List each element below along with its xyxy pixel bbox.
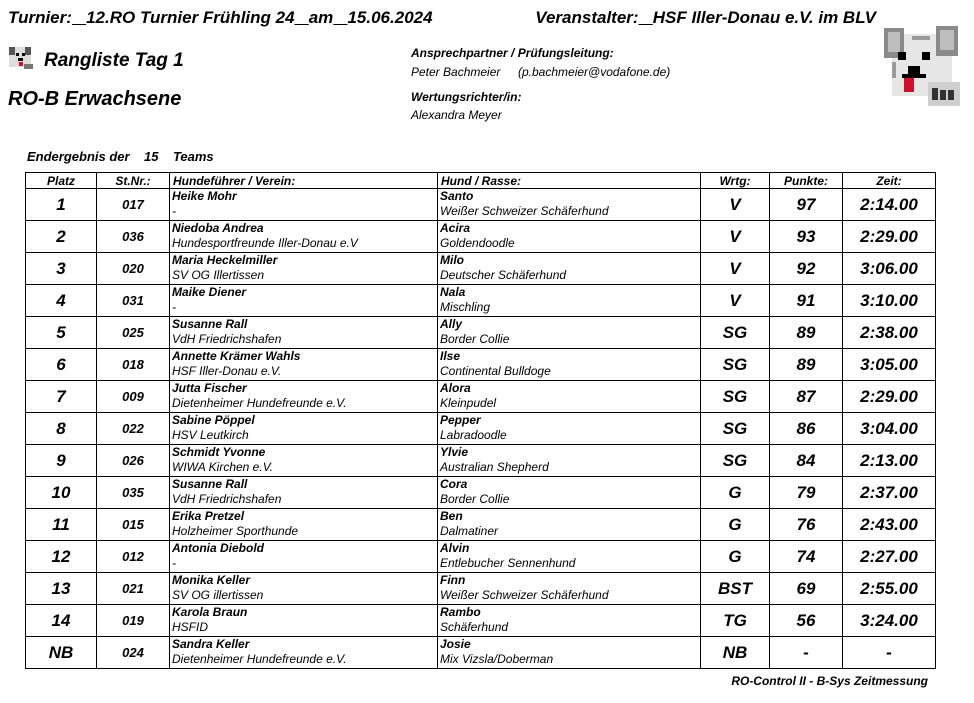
judge-label: Wertungsrichter/in: <box>411 90 522 104</box>
row-handler-cell <box>170 413 438 445</box>
row-dog-cell <box>438 253 701 285</box>
col-points: Punkte: <box>770 173 843 189</box>
row-handler: Heike Mohr <box>172 189 237 203</box>
table-row <box>26 285 936 317</box>
row-breed: Border Collie <box>440 332 510 346</box>
row-breed: Weißer Schweizer Schäferhund <box>440 588 609 602</box>
row-rating: BST <box>701 573 770 605</box>
table-row <box>26 637 936 669</box>
row-dog: Rambo <box>440 605 481 619</box>
page-title: Rangliste Tag 1 <box>44 50 184 71</box>
col-place: Platz <box>26 173 97 189</box>
footer-credit: RO-Control II - B-Sys Zeitmessung <box>731 674 928 688</box>
row-handler-cell <box>170 189 438 221</box>
ranking-table <box>25 172 936 669</box>
table-row <box>26 253 936 285</box>
row-handler-cell <box>170 605 438 637</box>
row-points: 56 <box>770 605 843 637</box>
row-breed: Entlebucher Sennenhund <box>440 556 576 570</box>
row-points: 69 <box>770 573 843 605</box>
row-handler: Maria Heckelmiller <box>172 253 278 267</box>
row-dog-cell <box>438 605 701 637</box>
row-place: NB <box>26 637 97 669</box>
row-handler: Schmidt Yvonne <box>172 445 266 459</box>
row-place: 13 <box>26 573 97 605</box>
summary-prefix: Endergebnis der <box>27 149 130 164</box>
row-dog: Alvin <box>440 541 470 555</box>
contact-email: (p.bachmeier@vodafone.de) <box>518 65 671 79</box>
row-rating: V <box>701 189 770 221</box>
row-stnr: 024 <box>97 637 170 669</box>
row-rating: SG <box>701 445 770 477</box>
table-row <box>26 605 936 637</box>
row-points: 84 <box>770 445 843 477</box>
organizer-name: HSF Iller-Donau e.V. im BLV <box>652 8 876 27</box>
row-club: Hundesportfreunde Iller-Donau e.V <box>172 236 358 250</box>
row-breed: Mischling <box>440 300 491 314</box>
row-stnr: 019 <box>97 605 170 637</box>
row-handler: Karola Braun <box>172 605 248 619</box>
row-club: Dietenheimer Hundefreunde e.V. <box>172 396 347 410</box>
row-place: 14 <box>26 605 97 637</box>
row-handler-cell <box>170 381 438 413</box>
row-stnr: 031 <box>97 285 170 317</box>
row-dog-cell <box>438 477 701 509</box>
judge-name: Alexandra Meyer <box>411 108 502 122</box>
row-handler: Antonia Diebold <box>172 541 264 555</box>
row-time: 2:38.00 <box>843 317 936 349</box>
row-club: Holzheimer Sporthunde <box>172 524 299 538</box>
row-rating: V <box>701 253 770 285</box>
row-handler-cell <box>170 221 438 253</box>
row-handler-cell <box>170 637 438 669</box>
row-club: HSFID <box>172 620 208 634</box>
row-club: HSF Iller-Donau e.V. <box>172 364 282 378</box>
col-time: Zeit: <box>843 173 936 189</box>
row-dog: Cora <box>440 477 468 491</box>
row-rating: NB <box>701 637 770 669</box>
col-rating: Wrtg: <box>701 173 770 189</box>
row-handler: Sandra Keller <box>172 637 250 651</box>
row-handler: Annette Krämer Wahls <box>172 349 301 363</box>
row-breed: Deutscher Schäferhund <box>440 268 567 282</box>
row-place: 12 <box>26 541 97 573</box>
row-place: 7 <box>26 381 97 413</box>
row-breed: Mix Vizsla/Doberman <box>440 652 554 666</box>
row-club: Dietenheimer Hundefreunde e.V. <box>172 652 347 666</box>
row-stnr: 015 <box>97 509 170 541</box>
row-points: 91 <box>770 285 843 317</box>
row-points: 97 <box>770 189 843 221</box>
row-handler: Niedoba Andrea <box>172 221 264 235</box>
summary-line <box>27 149 214 164</box>
row-breed: Dalmatiner <box>440 524 499 538</box>
organizer-label: Veranstalter: <box>535 8 639 27</box>
row-time: 2:14.00 <box>843 189 936 221</box>
row-place: 10 <box>26 477 97 509</box>
row-points: 79 <box>770 477 843 509</box>
row-points: 92 <box>770 253 843 285</box>
class-title: RO-B Erwachsene <box>8 88 182 110</box>
row-club: HSV Leutkirch <box>172 428 249 442</box>
row-points: 74 <box>770 541 843 573</box>
row-handler: Susanne Rall <box>172 317 248 331</box>
row-handler-cell <box>170 573 438 605</box>
row-handler: Sabine Pöppel <box>172 413 255 427</box>
row-stnr: 036 <box>97 221 170 253</box>
row-club: - <box>172 204 176 218</box>
row-place: 3 <box>26 253 97 285</box>
row-rating: G <box>701 509 770 541</box>
row-dog-cell <box>438 285 701 317</box>
row-club: SV OG Illertissen <box>172 268 265 282</box>
row-club: VdH Friedrichshafen <box>172 492 282 506</box>
row-time: 2:29.00 <box>843 381 936 413</box>
row-handler: Erika Pretzel <box>172 509 245 523</box>
dog-mascot-logo <box>878 22 964 112</box>
row-place: 1 <box>26 189 97 221</box>
row-time: 3:06.00 <box>843 253 936 285</box>
row-time: - <box>843 637 936 669</box>
row-rating: SG <box>701 413 770 445</box>
row-rating: V <box>701 221 770 253</box>
row-dog-cell <box>438 349 701 381</box>
row-points: 93 <box>770 221 843 253</box>
row-place: 5 <box>26 317 97 349</box>
row-breed: Kleinpudel <box>440 396 497 410</box>
row-handler-cell <box>170 285 438 317</box>
row-place: 2 <box>26 221 97 253</box>
row-club: SV OG illertissen <box>172 588 264 602</box>
row-handler-cell <box>170 253 438 285</box>
row-rating: SG <box>701 317 770 349</box>
row-stnr: 026 <box>97 445 170 477</box>
row-handler: Susanne Rall <box>172 477 248 491</box>
tournament-date: 15.06.2024 <box>347 8 433 27</box>
table-row <box>26 541 936 573</box>
row-breed: Weißer Schweizer Schäferhund <box>440 204 609 218</box>
row-rating: V <box>701 285 770 317</box>
table-row <box>26 573 936 605</box>
table-row <box>26 317 936 349</box>
row-breed: Australian Shepherd <box>440 460 549 474</box>
row-dog: Milo <box>440 253 464 267</box>
row-dog-cell <box>438 221 701 253</box>
row-dog-cell <box>438 381 701 413</box>
row-club: VdH Friedrichshafen <box>172 332 282 346</box>
row-dog-cell <box>438 541 701 573</box>
row-rating: TG <box>701 605 770 637</box>
row-time: 2:29.00 <box>843 221 936 253</box>
row-rating: G <box>701 477 770 509</box>
row-breed: Continental Bulldoge <box>440 364 551 378</box>
summary-suffix: Teams <box>172 149 214 164</box>
row-points: 87 <box>770 381 843 413</box>
row-dog: Finn <box>440 573 466 587</box>
row-place: 9 <box>26 445 97 477</box>
row-dog-cell <box>438 637 701 669</box>
row-points: 76 <box>770 509 843 541</box>
table-header-row <box>26 173 936 189</box>
row-time: 3:04.00 <box>843 413 936 445</box>
row-stnr: 035 <box>97 477 170 509</box>
header-organizer <box>535 8 876 28</box>
row-time: 3:05.00 <box>843 349 936 381</box>
row-dog: Santo <box>440 189 474 203</box>
row-dog: Ilse <box>440 349 461 363</box>
col-handler: Hundeführer / Verein: <box>170 173 438 189</box>
row-stnr: 018 <box>97 349 170 381</box>
row-time: 2:13.00 <box>843 445 936 477</box>
row-points: - <box>770 637 843 669</box>
row-rating: SG <box>701 349 770 381</box>
row-club: - <box>172 300 176 314</box>
row-handler-cell <box>170 541 438 573</box>
table-row <box>26 477 936 509</box>
row-dog: Ally <box>440 317 463 331</box>
row-stnr: 025 <box>97 317 170 349</box>
col-dog: Hund / Rasse: <box>438 173 701 189</box>
row-time: 3:24.00 <box>843 605 936 637</box>
row-dog: Pepper <box>440 413 481 427</box>
turnier-label: Turnier: <box>8 8 72 27</box>
row-time: 2:55.00 <box>843 573 936 605</box>
table-body <box>26 189 936 669</box>
row-dog: Nala <box>440 285 466 299</box>
row-dog-cell <box>438 413 701 445</box>
row-dog: Acira <box>440 221 471 235</box>
row-handler: Jutta Fischer <box>172 381 247 395</box>
row-breed: Border Collie <box>440 492 510 506</box>
row-rating: G <box>701 541 770 573</box>
table-row <box>26 381 936 413</box>
row-points: 89 <box>770 349 843 381</box>
row-handler-cell <box>170 509 438 541</box>
row-stnr: 021 <box>97 573 170 605</box>
team-count: 15 <box>144 149 159 164</box>
row-dog: Alora <box>440 381 471 395</box>
row-time: 2:37.00 <box>843 477 936 509</box>
row-handler: Monika Keller <box>172 573 251 587</box>
table-row <box>26 509 936 541</box>
row-dog-cell <box>438 509 701 541</box>
row-time: 2:27.00 <box>843 541 936 573</box>
row-place: 6 <box>26 349 97 381</box>
row-dog: Ben <box>440 509 463 523</box>
table-row <box>26 413 936 445</box>
row-stnr: 012 <box>97 541 170 573</box>
table-row <box>26 221 936 253</box>
table-row <box>26 189 936 221</box>
row-points: 89 <box>770 317 843 349</box>
row-place: 4 <box>26 285 97 317</box>
row-dog-cell <box>438 189 701 221</box>
row-breed: Schäferhund <box>440 620 509 634</box>
row-dog-cell <box>438 317 701 349</box>
row-stnr: 020 <box>97 253 170 285</box>
row-stnr: 009 <box>97 381 170 413</box>
row-handler-cell <box>170 477 438 509</box>
row-dog: Josie <box>440 637 471 651</box>
row-stnr: 022 <box>97 413 170 445</box>
row-handler-cell <box>170 349 438 381</box>
row-time: 2:43.00 <box>843 509 936 541</box>
row-dog-cell <box>438 445 701 477</box>
row-stnr: 017 <box>97 189 170 221</box>
row-handler-cell <box>170 317 438 349</box>
turnier-name: 12.RO Turnier Frühling 24 <box>86 8 295 27</box>
date-label: am <box>308 8 334 27</box>
header-turnier <box>8 8 433 28</box>
row-dog-cell <box>438 573 701 605</box>
row-club: - <box>172 556 176 570</box>
row-handler: Maike Diener <box>172 285 247 299</box>
row-rating: SG <box>701 381 770 413</box>
dog-mascot-small-logo <box>6 44 36 72</box>
contact-name: Peter Bachmeier <box>411 65 501 79</box>
row-club: WIWA Kirchen e.V. <box>172 460 274 474</box>
table-row <box>26 349 936 381</box>
row-place: 11 <box>26 509 97 541</box>
row-handler-cell <box>170 445 438 477</box>
row-time: 3:10.00 <box>843 285 936 317</box>
row-breed: Labradoodle <box>440 428 507 442</box>
contact-label: Ansprechpartner / Prüfungsleitung: <box>411 46 614 60</box>
row-place: 8 <box>26 413 97 445</box>
tournament-header <box>8 8 876 28</box>
row-dog: Ylvie <box>440 445 469 459</box>
row-breed: Goldendoodle <box>440 236 515 250</box>
table-row <box>26 445 936 477</box>
row-points: 86 <box>770 413 843 445</box>
col-stnr: St.Nr.: <box>97 173 170 189</box>
